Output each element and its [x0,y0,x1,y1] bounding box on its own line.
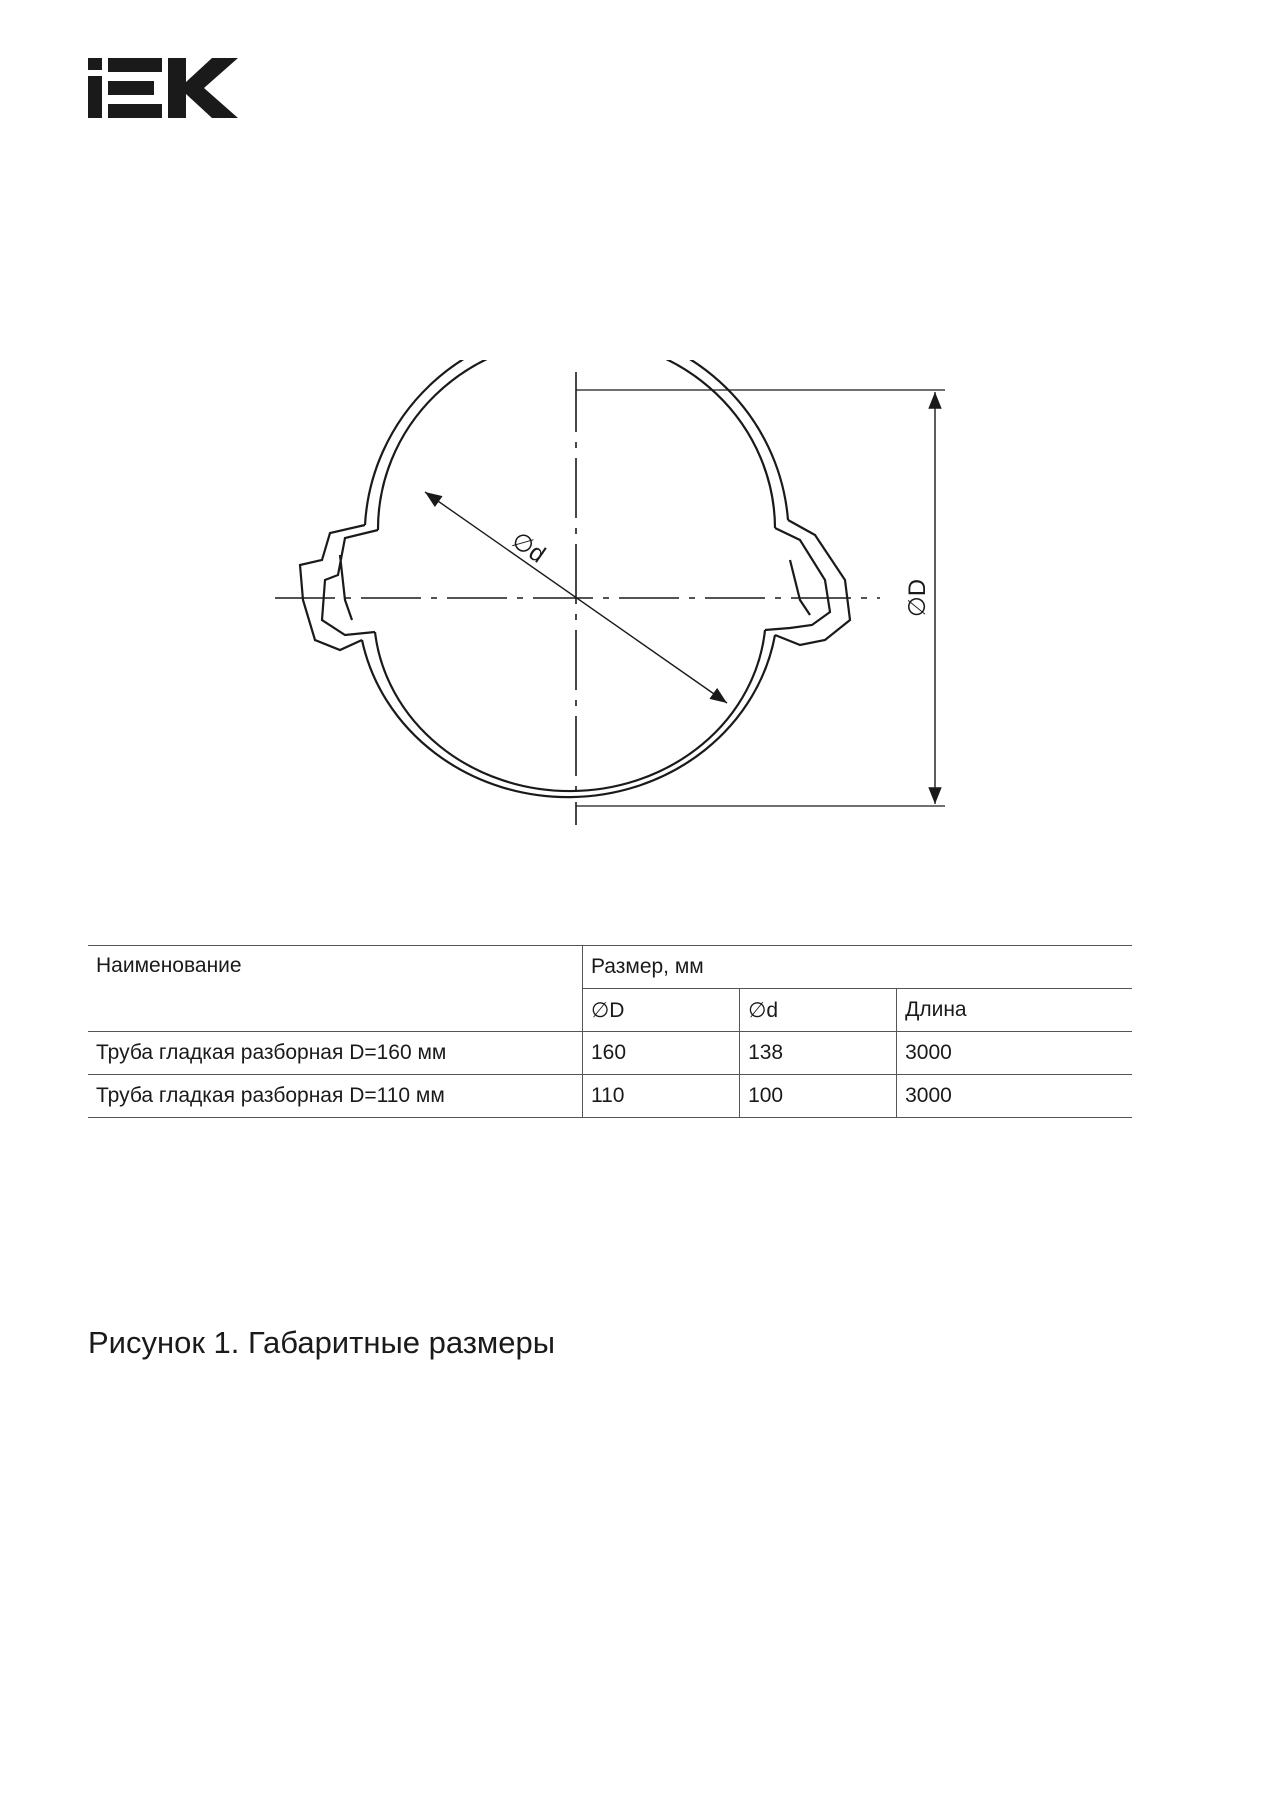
header-size: Размер, мм [583,946,1133,989]
row-name: Труба гладкая разборная D=110 мм [88,1075,583,1118]
outer-diameter-label: ∅D [904,578,931,618]
table-row [88,1075,1132,1118]
dimensions-table [88,945,1132,1118]
right-lock [765,520,850,645]
header-name: Наименование [88,946,583,1032]
pipe-cross-section-drawing [250,360,970,840]
row-inner-diameter: 100 [740,1075,897,1118]
header-length: Длина [897,989,1132,1032]
row-name: Труба гладкая разборная D=160 мм [88,1032,583,1075]
inner-diameter-label: ∅d [506,526,551,569]
table-header-row [88,946,1132,989]
row-length: 3000 [897,1075,1132,1118]
table-row [88,1032,1132,1075]
row-outer-diameter: 160 [583,1032,740,1075]
row-length: 3000 [897,1032,1132,1075]
inner-wall-bottom [375,630,765,791]
outer-wall-bottom [362,635,775,797]
header-outer-diameter: ∅D [583,989,740,1032]
left-lock [300,525,378,650]
iek-logo [88,58,240,118]
figure-caption: Рисунок 1. Габаритные размеры [88,1325,555,1360]
header-inner-diameter: ∅d [740,989,897,1032]
row-inner-diameter: 138 [740,1032,897,1075]
row-outer-diameter: 110 [583,1075,740,1118]
